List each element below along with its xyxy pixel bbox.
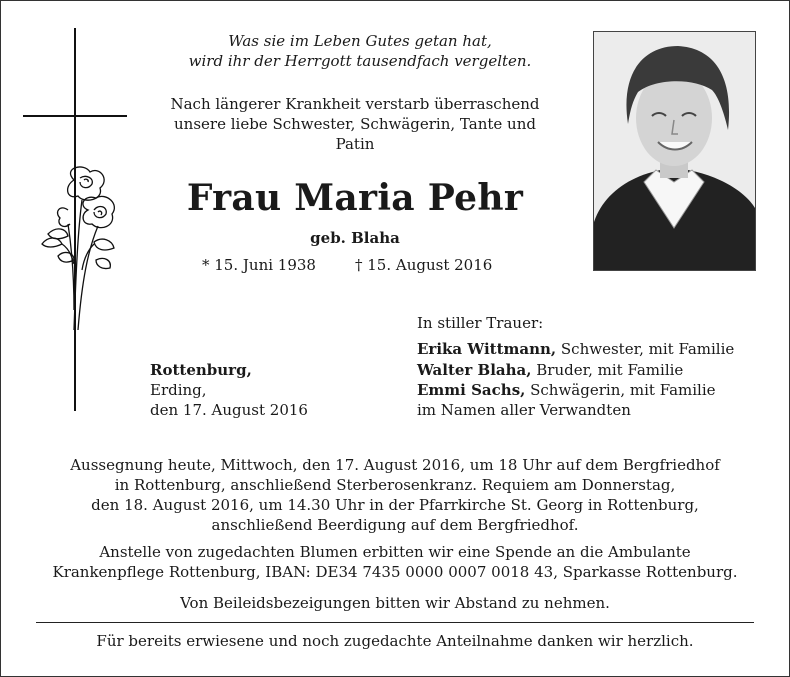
mourners-heading: In stiller Trauer: [417,314,544,332]
service-line-2: in Rottenburg, anschließend Sterberosenkranz. Requiem am Donnerstag, [114,476,676,494]
place-rottenburg: Rottenburg, [150,361,252,379]
mourner-name: Walter Blaha, [417,361,532,379]
place-erding: Erding, [150,381,207,399]
mourner-relation: Schwester, mit Familie [556,340,735,358]
birth-date: * 15. Juni 1938 [202,256,316,274]
portrait-photo [593,31,756,271]
deceased-name: Frau Maria Pehr [186,177,524,219]
death-date: † 15. August 2016 [355,256,493,274]
mourner-relation: Schwägerin, mit Familie [525,381,716,399]
thanks-line: Für bereits erwiesene und noch zugedachte Anteilnahme danken wir herzlich. [96,632,694,650]
service-line-3: den 18. August 2016, um 14.30 Uhr in der Pfarrkirche St. Georg in Rottenburg, [91,496,699,514]
intro-line-1: Nach längerer Krankheit verstarb überraschend [170,95,540,113]
divider [36,622,754,623]
mourner-name: Erika Wittmann, [417,340,557,358]
mourner-name: Emmi Sachs, [417,381,526,399]
rose-icon [38,160,128,335]
motto-line-2: wird ihr der Herrgott tausendfach vergelten. [188,52,532,70]
donation-line-1: Anstelle von zugedachten Blumen erbitten wir eine Spende an die Ambulante [99,543,691,561]
donation-line-2: Krankenpflege Rottenburg, IBAN: DE34 7435 0000 0007 0018 43, Sparkasse Rottenburg. [52,563,738,581]
portrait-image [594,32,755,270]
mourners-closing: im Namen aller Verwandten [417,401,631,419]
mourner-relation: Bruder, mit Familie [531,361,684,379]
motto-line-1: Was sie im Leben Gutes getan hat, [228,32,492,50]
cross-horizontal-bar [23,115,127,117]
mourner-row [417,381,716,400]
condolence-note: Von Beileidsbezeigungen bitten wir Abstand zu nehmen. [180,594,610,612]
service-line-1: Aussegnung heute, Mittwoch, den 17. August 2016, um 18 Uhr auf dem Bergfriedhof [70,456,720,474]
mourner-row [417,361,683,380]
intro-line-2: unsere liebe Schwester, Schwägerin, Tante und [174,115,536,133]
birth-name: geb. Blaha [310,229,400,247]
mourner-row [417,340,734,359]
intro-line-3: Patin [335,135,375,153]
service-line-4: anschließend Beerdigung auf dem Bergfriedhof. [211,516,579,534]
notice-date: den 17. August 2016 [150,401,308,419]
